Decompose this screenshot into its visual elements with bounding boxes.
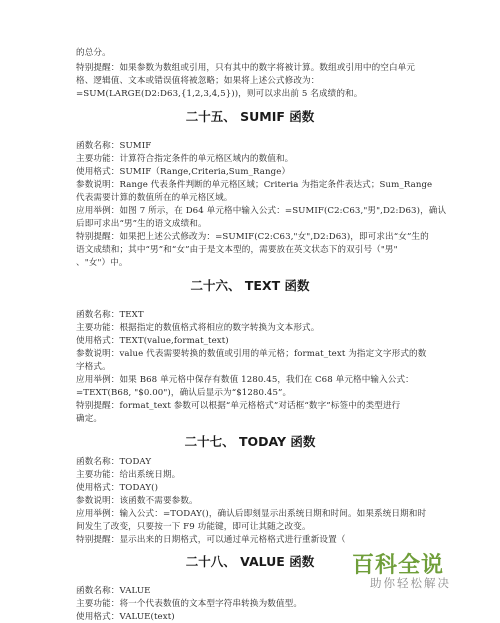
text-line: 主要功能：将一个代表数值的文本型字符串转换为数值型。 bbox=[76, 599, 303, 609]
text-line: 主要功能：计算符合指定条件的单元格区域内的数值和。 bbox=[76, 154, 294, 164]
section-heading-sumif: 二十五、 SUMIF 函数 bbox=[185, 109, 315, 124]
text-line: 使用格式：VALUE(text) bbox=[76, 612, 175, 622]
text-line: 特别提醒：显示出来的日期格式，可以通过单元格格式进行重新设置（ bbox=[76, 535, 346, 545]
text-line: 参数说明：Range 代表条件判断的单元格区域；Criteria 为指定条件表达式；Sum_Range bbox=[76, 180, 433, 190]
text-line: =SUM(LARGE(D2:D63,{1,2,3,4,5}))，则可以求出前 5 名成绩的和。 bbox=[76, 89, 363, 99]
text-line: 应用举例：输入公式：=TODAY()，确认后即刻显示出系统日期和时间。如果系统日期和时 bbox=[76, 509, 427, 519]
text-line: 函数名称：SUMIF bbox=[76, 141, 152, 151]
section-heading-today: 二十七、 TODAY 函数 bbox=[184, 434, 316, 449]
text-line: 使用格式：TEXT(value,format_text) bbox=[76, 336, 229, 346]
text-line: 主要功能：根据指定的数值格式将相应的数字转换为文本形式。 bbox=[76, 323, 320, 333]
text-line: 特别提醒：如果参数为数组或引用，只有其中的数字将被计算。数组或引用中的空白单元 bbox=[76, 63, 416, 73]
text-line: =TEXT(B68, "$0.00")，确认后显示为“$1280.45”。 bbox=[76, 388, 292, 398]
text-line: 的总分。 bbox=[76, 48, 111, 58]
text-line: 函数名称：VALUE bbox=[76, 586, 151, 596]
text-line: 特别提醒：如果把上述公式修改为：=SUMIF(C2:C63,"女",D2:D63)，即可求出“女”生的 bbox=[76, 232, 429, 242]
text-line: 应用举例：如果 B68 单元格中保存有数值 1280.45，我们在 C68 单元格中输入公式： bbox=[76, 375, 414, 385]
text-line: 使用格式：SUMIF（Range,Criteria,Sum_Range） bbox=[76, 167, 291, 177]
text-line: 应用举例：如图 7 所示，在 D64 单元格中输入公式：=SUMIF(C2:C63,"男",D2:D63)，确认 bbox=[76, 206, 447, 216]
watermark-logo: 百科全说 bbox=[352, 553, 445, 578]
text-line: 字格式。 bbox=[76, 362, 111, 372]
text-line: 参数说明：value 代表需要转换的数值或引用的单元格；format_text 为指定文字形式的数 bbox=[76, 349, 427, 359]
text-line: 特别提醒：format_text 参数可以根据“单元格格式”对话框“数字”标签中的类型进行 bbox=[76, 401, 401, 411]
text-line: 后即可求出“男”生的语文成绩和。 bbox=[76, 219, 207, 229]
text-line: 函数名称：TODAY bbox=[76, 457, 152, 467]
text-line: 函数名称：TEXT bbox=[76, 310, 144, 320]
text-line: 、"女"）中。 bbox=[76, 258, 128, 268]
text-line: 语文成绩和；其中“男”和“女”由于是文本型的，需要放在英文状态下的双引号（"男" bbox=[76, 245, 398, 255]
text-line: 确定。 bbox=[76, 414, 103, 424]
text-line: 间发生了改变，只要按一下 F9 功能键，即可让其随之改变。 bbox=[76, 522, 311, 532]
text-line: 使用格式：TODAY() bbox=[76, 483, 159, 493]
watermark-tagline: 助你轻松解决 bbox=[370, 576, 451, 590]
text-line: 格、逻辑值、文本或错误值将被忽略；如果将上述公式修改为： bbox=[76, 76, 320, 86]
text-line: 参数说明：该函数不需要参数。 bbox=[76, 496, 198, 506]
text-line: 主要功能：给出系统日期。 bbox=[76, 470, 181, 480]
section-heading-text: 二十六、 TEXT 函数 bbox=[190, 278, 310, 293]
text-line: 代表需要计算的数值所在的单元格区域。 bbox=[76, 193, 233, 203]
section-heading-value: 二十八、 VALUE 函数 bbox=[185, 554, 315, 569]
